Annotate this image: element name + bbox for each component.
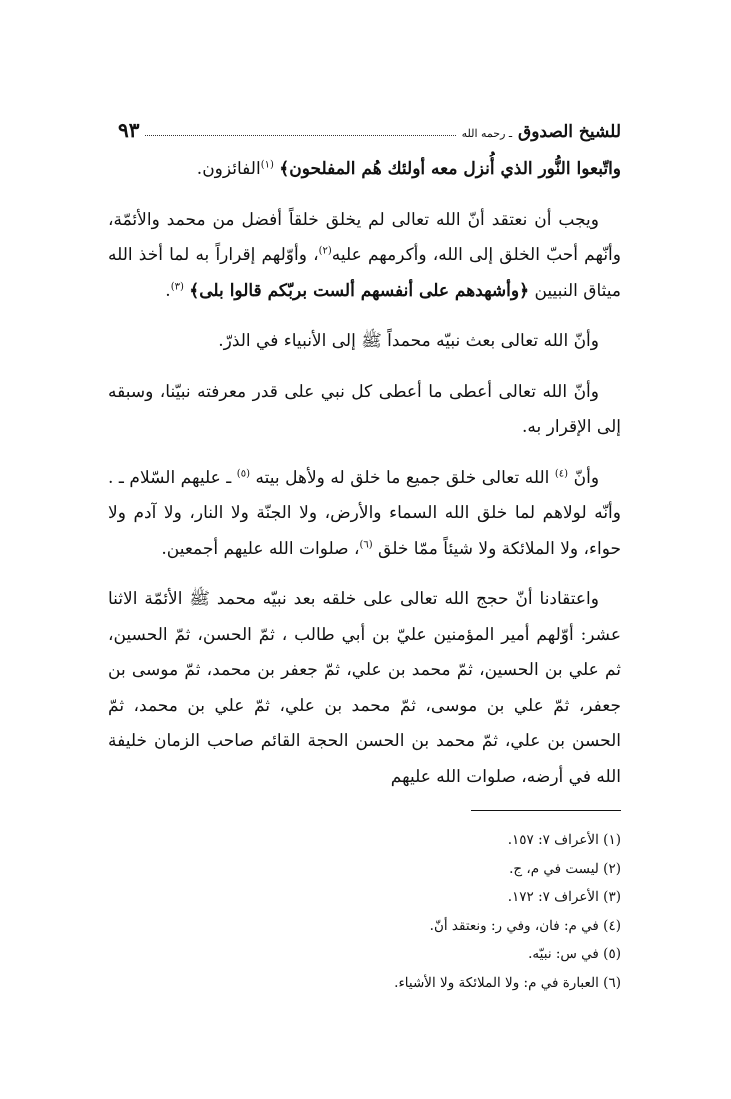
paragraph-6: واعتقادنا أنّ حجج الله تعالى على خلقه بعد نبيّه محمد ﷺ الأئمّة الاثنا عشر: أوّلهم أمير المؤمنين عليّ بن أبي طالب ، ثمّ الحسن، ثمّ الحسين، ثم علي بن الحسين، ثمّ محمد بن علي، ثمّ جعفر بن محمد، ثمّ موسى بن جعفر، ثمّ علي بن موسى، ثمّ محمد بن علي، ثمّ علي بن محمد، ثمّ الحسن بن علي، ثمّ محمد بن الحسن الحجة القائم صاحب الزمان خليفة الله في أرضه، صلوات الله عليهم [108,589,621,787]
footnote-ref-5: (٥) [236,467,250,479]
paragraph-1 [108,152,621,188]
paragraph-2 [108,203,621,310]
paragraph-3: وأنّ الله تعالى بعث نبيّه محمداً ﷺ إلى الأنبياء في الذرّ. [218,331,599,351]
running-title-sub: ـ رحمه الله [461,127,513,140]
text-span: ، وأوّلهم إقراراً به لما أخذ الله ميثاق النبيين [108,245,621,301]
text-span: ويجب أن نعتقد أنّ الله تعالى لم يخلق خلقاً أفضل من محمد والأئمّة، وأنّهم أحبّ الخلق إلى الله، وأكرمهم عليه [108,209,621,265]
text-span: وأنّ [573,467,600,488]
paragraph-5 [108,461,621,568]
footnote: (٦) العبارة في م: ولا الملائكة ولا الأشياء. [394,974,621,991]
text-span: ، صلوات الله عليهم أجمعين. [161,538,360,559]
page-number: ٩٣ [118,118,140,142]
footnote-ref-1: (١) [260,159,274,171]
text-span: الله تعالى خلق جميع ما خلق له ولأهل بيته [255,467,550,488]
text-span: ـ عليهم السّلام ـ . وأنّه لولاهم لما خلق الله السماء والأرض، ولا الجنّة ولا النار، ولا آدم ولا حواء، ولا الملائكة ولا شيئاً ممّا خلق [108,467,621,559]
footnote: (١) الأعراف ٧: ١٥٧. [507,832,621,848]
text-span: . [165,280,171,301]
page-header [118,112,621,142]
footnotes [200,826,621,997]
footnote: (٤) في م: فان، وفي ر: ونعتقد أنّ. [429,917,621,934]
footnote-ref-6: (٦) [359,538,373,550]
dotted-leader [145,135,455,136]
quran-verse: ﴿وأشهدهم على أنفسهم ألست بربّكم قالوا بلى﴾ [189,280,530,301]
footnote-ref-3: (٣) [170,280,184,292]
footnote: (٣) الأعراف ٧: ١٧٢. [507,889,621,905]
running-title-main: للشيخ الصدوق [518,122,621,142]
text-span: الفائزون. [196,159,261,179]
footnote-divider [471,810,621,811]
paragraph-4: وأنّ الله تعالى أعطى ما أعطى كل نبي على قدر معرفته نبيّنا، وسبقه إلى الإقرار به. [108,381,621,437]
page-body [108,152,621,810]
quran-verse: واتّبعوا النُّور الذي أُنزل معه أولئك هُم المفلحون﴾ [279,159,621,179]
footnote: (٥) في س: نبيّه. [528,946,621,962]
footnote: (٢) ليست في م، ج. [509,860,621,877]
footnote-ref-4: (٤) [554,467,569,479]
running-title [462,122,621,142]
footnote-ref-2: (٢) [318,245,332,257]
